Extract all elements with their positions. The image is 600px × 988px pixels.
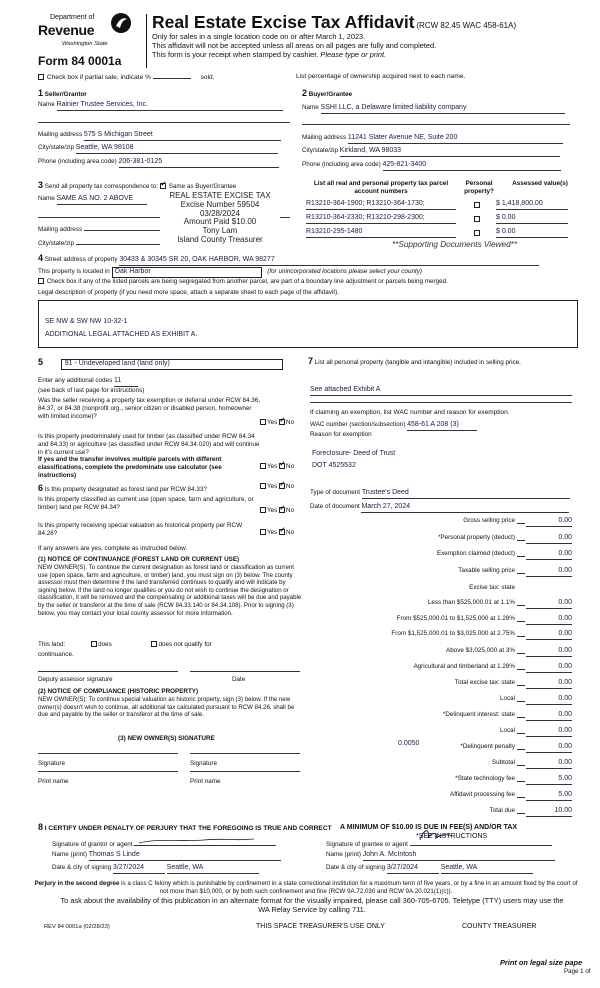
timber-no-checkbox[interactable]: [279, 463, 285, 469]
tax-row-label: From $525,000.01 to $1,525,000 at 1.28%: [396, 615, 515, 622]
buyer-city-field[interactable]: Kirkland, WA 98033: [340, 147, 560, 157]
minimum-due-note: A MINIMUM OF $10.00 IS DUE IN FEE(S) AND/OR TAX: [340, 824, 518, 831]
tax-row: [290, 647, 572, 659]
dept-line3: Washington State: [62, 41, 108, 47]
land-does-not-checkbox[interactable]: [151, 641, 157, 647]
land-does-checkbox[interactable]: [91, 641, 97, 647]
tax-amount-field[interactable]: 0.00: [526, 534, 572, 544]
tax-row: [290, 743, 572, 755]
section-5-number: 5: [38, 357, 44, 367]
assessed-value-field[interactable]: $ 0.00: [496, 214, 568, 224]
parcel-row: [306, 200, 570, 214]
grantee-name-field[interactable]: John A. McIntosh: [363, 851, 555, 861]
supporting-docs-note: **Supporting Documents Viewed**: [392, 240, 518, 249]
current-use-yes-checkbox[interactable]: [260, 507, 266, 513]
tax-row: [290, 615, 572, 627]
tax-row: [290, 695, 572, 707]
tax-amount-field[interactable]: 0.00: [526, 679, 572, 689]
treasurer-use-only: THIS SPACE TREASURER'S USE ONLY: [256, 923, 385, 930]
tax-row: [290, 517, 572, 529]
street-address-field[interactable]: 30433 & 30345 SR 20, OAK HARBOR, WA 98277: [119, 256, 539, 266]
tax-amount-field[interactable]: 0.00: [526, 743, 572, 753]
document-date-field[interactable]: March 27, 2024: [361, 503, 569, 513]
perjury-heading: Perjury in the second degree: [34, 880, 120, 887]
dor-logo: [40, 14, 140, 54]
legal-description-box[interactable]: SE NW & SW NW 10-32-1 ADDITIONAL LEGAL ATTACHED AS EXHIBIT A.: [38, 300, 578, 348]
tax-row-label: Less than $525,000.01 at 1.1%: [427, 599, 515, 606]
grantor-city-field[interactable]: Seattle, WA: [167, 864, 259, 874]
document-type-field[interactable]: Trustee's Deed: [362, 489, 570, 499]
tax-row-label: Taxable selling price: [458, 567, 515, 574]
header-divider: [146, 14, 147, 68]
land-use-select[interactable]: 91 - Undeveloped land (land only): [61, 359, 283, 370]
tax-row-label: *Delinquent interest: state: [442, 711, 515, 718]
tax-row: [290, 759, 572, 771]
exemption-yes-checkbox[interactable]: [260, 419, 266, 425]
personal-property-checkbox[interactable]: [474, 202, 480, 208]
tax-amount-field[interactable]: 0.00: [526, 711, 572, 721]
same-as-buyer-checkbox[interactable]: [160, 183, 166, 189]
page-title: Real Estate Excise Tax Affidavit: [152, 12, 415, 32]
tax-row-label: Total excise tax: state: [454, 679, 515, 686]
parcel-list: [306, 200, 570, 242]
tax-row-label: From $1,525,000.01 to $3,025,000 at 2.75%: [391, 630, 515, 637]
owner-signature-1[interactable]: Signature: [38, 760, 65, 767]
section-2-number: 2: [302, 88, 308, 98]
tax-row-label: Local: [499, 695, 515, 702]
owner-signature-2[interactable]: Signature: [190, 760, 217, 767]
section-4-number: 4: [38, 253, 44, 263]
tax-amount-field[interactable]: 0.00: [526, 663, 572, 673]
parcel-number-field[interactable]: R13210-364-1900; R13210-364-1730;: [306, 200, 456, 210]
seller-phone-field[interactable]: 206-381-0125: [119, 158, 279, 168]
tax-row-label: *State technology fee: [455, 775, 515, 782]
correspondence-name-field[interactable]: SAME AS NO. 2 ABOVE: [57, 195, 147, 205]
wac-number-field[interactable]: 458-61 A 208 (3): [407, 421, 477, 431]
tax-amount-field[interactable]: 5.00: [526, 791, 572, 801]
personal-property-checkbox[interactable]: [474, 230, 480, 236]
tax-row: [290, 630, 572, 642]
accessibility-note: To ask about the availability of this publication in an alternate format for the visually impaired, please call 360-705-6705. Teletype (TTY) users may use the WA Relay Service by calling 711.: [60, 896, 564, 915]
parcel-col3-header: Assessed value(s): [512, 180, 568, 187]
tax-row: [290, 807, 572, 819]
grantor-signature-mark: [134, 834, 274, 848]
assessed-value-field[interactable]: $ 1,418,800.00: [496, 200, 568, 210]
wa-logo-icon: [110, 12, 132, 34]
tax-row: [290, 599, 572, 611]
tax-amount-field[interactable]: 0.00: [526, 599, 572, 609]
grantor-name-field[interactable]: Thomas S Linde: [89, 851, 281, 861]
personal-property-checkbox[interactable]: [474, 216, 480, 222]
parcel-number-field[interactable]: R13210-295-1480: [306, 228, 456, 238]
tax-row-label: Total due: [489, 807, 515, 814]
tax-amount-field[interactable]: 0.00: [526, 567, 572, 577]
perjury-text: is a class C felony which is punishable by confinement in a state correctional institution for a maximum term of five years, or by a fine in an amount fixed by the court of not more than $10,000, or by both such confinement and fine (RCW 9A.72.030 and RCW 9A.20.021(1)(c)).: [121, 880, 578, 895]
grantor-signature-field[interactable]: [134, 838, 276, 846]
buyer-phone-field[interactable]: 425-821-3400: [383, 161, 561, 171]
partial-sale-label: Check box if partial sale, indicate %: [46, 74, 151, 81]
tax-row: [290, 584, 572, 596]
revision-number: REV 84 0001a (02/28/23): [44, 924, 110, 930]
parcel-col1-header: List all real and personal property tax parcel account numbers: [313, 180, 449, 195]
dept-line1: Department of: [50, 14, 95, 21]
buyer-heading: Buyer/Grantee: [308, 91, 353, 98]
partial-sale-checkbox[interactable]: [38, 74, 44, 80]
tax-row: [290, 534, 572, 546]
treasurer-stamp: REAL ESTATE EXCISE TAX Excise Number 59504 03/28/2024 Amount Paid $10.00 Tony Lam Island County Treasurer: [160, 192, 280, 245]
grantor-date-field[interactable]: 3/27/2024: [113, 864, 165, 874]
tax-amount-field[interactable]: 5.00: [526, 775, 572, 785]
section-6-number: 6: [38, 483, 44, 493]
tax-row-label: Affidavit processing fee: [450, 791, 515, 798]
tax-row: [290, 791, 572, 803]
tax-row: [290, 679, 572, 691]
forest-yes-checkbox[interactable]: [260, 483, 266, 489]
page-number: Page 1 of: [564, 968, 591, 975]
tax-amount-field[interactable]: 0.00: [526, 647, 572, 657]
exemption-no-checkbox[interactable]: [279, 419, 285, 425]
tax-amount-field[interactable]: 0.00: [526, 695, 572, 705]
tax-row-label: Agricultural and timberland at 1.28%: [413, 663, 515, 670]
tax-row: [290, 775, 572, 787]
seller-city-field[interactable]: Seattle, WA 98108: [76, 144, 278, 154]
form-number: Form 84 0001a: [38, 54, 122, 68]
grantee-city-field[interactable]: Seattle, WA: [441, 864, 533, 874]
seller-address-field[interactable]: 575 S Michigan Street: [84, 131, 281, 141]
tax-row: [290, 550, 572, 562]
section-7-number: 7: [308, 356, 314, 366]
tax-row-label: Exemption claimed (deduct): [436, 550, 515, 557]
additional-codes-field[interactable]: 11: [114, 377, 138, 387]
personal-property-field[interactable]: See attached Exhibit A: [310, 386, 572, 396]
location-select[interactable]: Oak Harbor: [112, 267, 262, 278]
tax-row-label: Above $3,025,000 at 3%: [446, 647, 515, 654]
owner-print-name-1[interactable]: Print name: [38, 778, 69, 785]
grantee-signature-field[interactable]: [410, 838, 552, 846]
section-1-number: 1: [38, 88, 44, 98]
local-rate: 0.0050: [398, 740, 420, 747]
dept-line2: Revenue: [38, 22, 95, 38]
tax-amount-field[interactable]: 0.00: [526, 615, 572, 625]
current-use-no-checkbox[interactable]: [279, 507, 285, 513]
buyer-name-field[interactable]: SSHI LLC, a Delaware limited liability company: [321, 104, 565, 114]
tax-row: [290, 711, 572, 723]
timber-yes-checkbox[interactable]: [260, 463, 266, 469]
tax-amount-field[interactable]: 10.00: [526, 807, 572, 817]
tax-amount-field[interactable]: 0.00: [526, 759, 572, 769]
tax-amount-field[interactable]: 0.00: [526, 517, 572, 527]
historic-no-checkbox[interactable]: [279, 529, 285, 535]
notice-3: This form is your receipt when stamped by cashier.: [152, 49, 319, 59]
tax-row-label: *Personal property (deduct): [437, 534, 515, 541]
grantee-date-field[interactable]: 3/27/2024: [387, 864, 439, 874]
tax-row: [290, 663, 572, 675]
historic-yes-checkbox[interactable]: [260, 529, 266, 535]
owner-print-name-2[interactable]: Print name: [190, 778, 221, 785]
grantee-signature-mark: [416, 826, 456, 846]
notice-1: Only for sales in a single location code on or after March 1, 2023.: [152, 32, 366, 41]
parcel-col2-header: Personal property?: [464, 180, 494, 195]
tax-calculation-table: [290, 517, 572, 847]
notice-3b: Please type or print.: [320, 49, 387, 59]
assessed-value-field[interactable]: $ 0.00: [496, 228, 568, 238]
tax-row-label: *Delinquent penalty: [460, 743, 515, 750]
section-8-number: 8: [38, 822, 44, 832]
legal-label: Legal description of property (if you need more space, attach a separate sheet to each page of the affidavit).: [38, 289, 339, 296]
seller-heading: Seller/Grantor: [44, 91, 87, 98]
tax-amount-field[interactable]: 0.00: [526, 727, 572, 737]
exemption-reason-2[interactable]: DOT 4525532: [312, 462, 356, 469]
tax-row: [290, 567, 572, 579]
county-treasurer-label: COUNTY TREASURER: [462, 923, 537, 930]
seller-name-field[interactable]: Rainier Trustee Services, Inc.: [57, 101, 283, 111]
statute: (RCW 82.45 WAC 458-61A): [416, 21, 517, 30]
exemption-reason-1[interactable]: Foreclosure- Deed of Trust: [312, 450, 396, 457]
tax-row-label: Local: [499, 727, 515, 734]
buyer-address-field[interactable]: 11241 Slater Avenue NE, Suite 200: [348, 134, 563, 144]
print-legal-note: Print on legal size pape: [500, 958, 583, 967]
tax-row-label: Excise tax: state: [469, 584, 515, 591]
notice-2: This affidavit will not be accepted unless all areas on all pages are fully and completed.: [152, 40, 437, 50]
tax-row-label: Subtotal: [491, 759, 515, 766]
parcel-number-field[interactable]: R13210-364-2330; R13210-298-2300;: [306, 214, 456, 224]
tax-row-label: Gross selling price: [463, 517, 515, 524]
parcel-row: [306, 214, 570, 228]
section-3-number: 3: [38, 180, 44, 190]
segregated-checkbox[interactable]: [38, 278, 44, 284]
tax-amount-field[interactable]: 0.00: [526, 630, 572, 640]
tax-row: [290, 727, 572, 739]
forest-no-checkbox[interactable]: [279, 483, 285, 489]
tax-amount-field[interactable]: 0.00: [526, 550, 572, 560]
ownership-note: List percentage of ownership acquired next to each name.: [296, 73, 466, 80]
